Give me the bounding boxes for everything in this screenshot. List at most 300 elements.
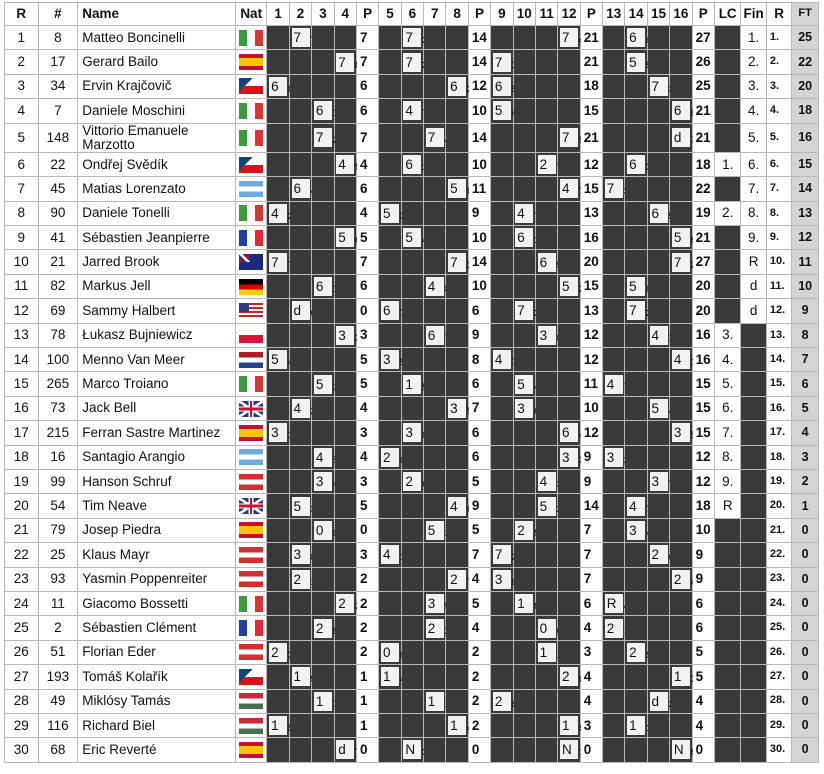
race-result: 3: [672, 423, 690, 442]
flag-icon: [239, 103, 263, 119]
column-header: 9: [491, 3, 513, 26]
column-header: R: [766, 3, 791, 26]
race-cell: [446, 665, 468, 689]
result-rank-cell: 3.: [766, 74, 791, 98]
race-cell: [491, 26, 513, 50]
lc-cell: 9.: [714, 469, 740, 493]
nation-cell: [235, 201, 267, 225]
result-rank-cell: 30.: [766, 738, 791, 762]
race-cell: [558, 348, 580, 372]
race-cell: [625, 567, 647, 591]
race-cell: [334, 567, 356, 591]
points-cell: 7: [580, 567, 602, 591]
race-cell: [334, 152, 356, 176]
table-row: [5, 74, 819, 98]
race-cell: [535, 689, 557, 713]
race-cell: [558, 99, 580, 123]
nation-cell: [235, 543, 267, 567]
points-cell: 6: [692, 616, 714, 640]
points-cell: 10: [468, 152, 490, 176]
lc-cell: R: [714, 494, 740, 518]
race-cell: [558, 201, 580, 225]
race-cell: [312, 177, 334, 201]
points-cell: 11: [580, 372, 602, 396]
race-cell: [535, 201, 557, 225]
flag-icon: [239, 401, 263, 417]
race-cell: [379, 226, 401, 250]
race-cell: [289, 50, 311, 74]
name-cell: Richard Biel: [78, 713, 236, 737]
race-result: 1: [292, 667, 310, 686]
lc-cell: [714, 567, 740, 591]
race-cell: [625, 738, 647, 762]
nation-cell: [235, 299, 267, 323]
race-result: d: [336, 740, 354, 759]
race-result: 1: [515, 594, 533, 613]
race-cell: [289, 274, 311, 298]
race-cell: [647, 494, 669, 518]
points-cell: 16: [692, 323, 714, 347]
race-result: d: [292, 301, 310, 320]
points-cell: 15: [692, 396, 714, 420]
race-cell: [603, 123, 625, 152]
race-cell: [289, 372, 311, 396]
table-row: [5, 567, 819, 591]
name-cell: Marco Troiano: [78, 372, 236, 396]
ft-points-cell: 7: [792, 348, 819, 372]
nation-cell: [235, 123, 267, 152]
race-cell: [491, 616, 513, 640]
race-cell: [491, 201, 513, 225]
race-cell: [379, 274, 401, 298]
race-cell: [603, 74, 625, 98]
number-cell: 49: [38, 689, 78, 713]
points-cell: 0: [468, 738, 490, 762]
race-cell: [379, 396, 401, 420]
rank-cell: 19: [5, 469, 39, 493]
race-cell: [446, 274, 468, 298]
race-cell: [267, 152, 289, 176]
race-cell: [379, 250, 401, 274]
race-cell: [491, 567, 513, 591]
race-result: 7: [515, 301, 533, 320]
table-row: [5, 396, 819, 420]
race-cell: [491, 226, 513, 250]
race-cell: [491, 152, 513, 176]
rank-cell: 27: [5, 665, 39, 689]
race-cell: [446, 152, 468, 176]
race-cell: [558, 469, 580, 493]
race-cell: [334, 123, 356, 152]
column-header: 11: [535, 3, 557, 26]
race-cell: [267, 421, 289, 445]
race-result: 5: [493, 101, 511, 120]
race-cell: [603, 201, 625, 225]
race-cell: [647, 226, 669, 250]
final-cell: [741, 689, 766, 713]
race-cell: [424, 250, 446, 274]
points-cell: 2: [356, 567, 378, 591]
race-result: 6: [627, 155, 645, 174]
race-cell: [558, 543, 580, 567]
final-cell: [741, 421, 766, 445]
race-result: 7: [605, 179, 623, 198]
nation-cell: [235, 494, 267, 518]
race-cell: [424, 348, 446, 372]
race-cell: [379, 689, 401, 713]
race-cell: [513, 445, 535, 469]
column-header: 14: [625, 3, 647, 26]
race-cell: [289, 640, 311, 664]
race-cell: [424, 50, 446, 74]
race-cell: [334, 494, 356, 518]
points-cell: 7: [356, 26, 378, 50]
ft-points-cell: 0: [792, 713, 819, 737]
race-cell: [334, 226, 356, 250]
rank-cell: 22: [5, 543, 39, 567]
race-cell: [424, 226, 446, 250]
race-result: 6: [560, 423, 578, 442]
race-cell: [603, 152, 625, 176]
points-cell: 9: [692, 543, 714, 567]
race-cell: [289, 518, 311, 542]
race-cell: [491, 250, 513, 274]
race-cell: [670, 177, 692, 201]
lc-cell: [714, 26, 740, 50]
race-cell: [535, 518, 557, 542]
race-result: d: [650, 692, 668, 711]
number-cell: 93: [38, 567, 78, 591]
column-header: 4: [334, 3, 356, 26]
race-result: 5: [403, 228, 421, 247]
race-cell: [513, 26, 535, 50]
race-cell: [603, 665, 625, 689]
column-header: FT: [792, 3, 819, 26]
race-cell: [424, 543, 446, 567]
race-cell: [289, 152, 311, 176]
race-cell: [267, 616, 289, 640]
points-cell: 4: [580, 616, 602, 640]
points-cell: 4: [356, 445, 378, 469]
race-cell: [558, 177, 580, 201]
flag-icon: [239, 718, 263, 734]
number-cell: 78: [38, 323, 78, 347]
race-cell: [625, 591, 647, 615]
race-cell: [424, 567, 446, 591]
flag-icon: [239, 596, 263, 612]
lc-cell: [714, 99, 740, 123]
points-cell: 5: [692, 665, 714, 689]
ft-points-cell: 25: [792, 26, 819, 50]
race-cell: [670, 323, 692, 347]
race-cell: [446, 299, 468, 323]
race-result: 5: [426, 521, 444, 540]
race-cell: [267, 372, 289, 396]
race-cell: [379, 665, 401, 689]
race-cell: [603, 372, 625, 396]
race-cell: [647, 591, 669, 615]
race-cell: [267, 543, 289, 567]
points-cell: 6: [356, 74, 378, 98]
name-cell: Giacomo Bossetti: [78, 591, 236, 615]
table-row: [5, 26, 819, 50]
race-cell: [312, 567, 334, 591]
rank-cell: 14: [5, 348, 39, 372]
race-cell: [603, 494, 625, 518]
race-cell: [558, 518, 580, 542]
race-cell: [535, 50, 557, 74]
result-rank-cell: 25.: [766, 616, 791, 640]
ft-points-cell: 5: [792, 396, 819, 420]
race-cell: [513, 348, 535, 372]
nation-cell: [235, 226, 267, 250]
race-result: 1: [314, 692, 332, 711]
race-cell: [558, 421, 580, 445]
points-cell: 11: [468, 177, 490, 201]
column-header: Name: [78, 3, 236, 26]
column-header: Nat: [235, 3, 267, 26]
race-result: 7: [448, 253, 466, 272]
race-cell: [312, 299, 334, 323]
points-cell: 14: [580, 494, 602, 518]
points-cell: 4: [580, 665, 602, 689]
race-cell: [670, 591, 692, 615]
points-cell: 2: [356, 640, 378, 664]
column-header: 2: [289, 3, 311, 26]
race-result: 1: [538, 643, 556, 662]
points-cell: 0: [356, 518, 378, 542]
race-cell: [625, 543, 647, 567]
table-row: [5, 123, 819, 152]
race-cell: [379, 469, 401, 493]
result-rank-cell: 7.: [766, 177, 791, 201]
race-cell: [267, 469, 289, 493]
race-result: 6: [314, 277, 332, 296]
race-result: 3: [605, 448, 623, 467]
number-cell: 8: [38, 26, 78, 50]
race-cell: [267, 591, 289, 615]
final-cell: 2.: [741, 50, 766, 74]
table-row: [5, 616, 819, 640]
race-cell: [670, 50, 692, 74]
race-result: 5: [381, 204, 399, 223]
ft-points-cell: 9: [792, 299, 819, 323]
number-cell: 100: [38, 348, 78, 372]
race-cell: [491, 713, 513, 737]
race-cell: [312, 543, 334, 567]
race-cell: [312, 591, 334, 615]
race-cell: [289, 226, 311, 250]
race-cell: [491, 323, 513, 347]
race-cell: [558, 591, 580, 615]
race-cell: [647, 713, 669, 737]
race-cell: [647, 50, 669, 74]
race-cell: [603, 26, 625, 50]
race-result: 2: [560, 667, 578, 686]
race-cell: [535, 250, 557, 274]
race-cell: [491, 421, 513, 445]
race-cell: [424, 299, 446, 323]
race-cell: [401, 99, 423, 123]
race-cell: [446, 177, 468, 201]
race-cell: [312, 518, 334, 542]
number-cell: 69: [38, 299, 78, 323]
result-rank-cell: 16.: [766, 396, 791, 420]
result-rank-cell: 20.: [766, 494, 791, 518]
result-rank-cell: 24.: [766, 591, 791, 615]
race-cell: [334, 616, 356, 640]
race-cell: [647, 567, 669, 591]
number-cell: 193: [38, 665, 78, 689]
nation-cell: [235, 372, 267, 396]
race-cell: [401, 152, 423, 176]
race-result: 5: [448, 179, 466, 198]
race-cell: [424, 640, 446, 664]
race-cell: [446, 323, 468, 347]
race-cell: [379, 494, 401, 518]
final-cell: [741, 396, 766, 420]
race-cell: [334, 348, 356, 372]
race-result: 2: [448, 570, 466, 589]
lc-cell: [714, 518, 740, 542]
points-cell: 21: [580, 50, 602, 74]
race-cell: [535, 591, 557, 615]
race-cell: [379, 445, 401, 469]
race-cell: [647, 99, 669, 123]
column-header: LC: [714, 3, 740, 26]
race-cell: [334, 26, 356, 50]
race-cell: [289, 26, 311, 50]
race-cell: [603, 640, 625, 664]
race-cell: [535, 713, 557, 737]
points-cell: 13: [580, 201, 602, 225]
race-cell: [670, 567, 692, 591]
race-result: 4: [493, 350, 511, 369]
final-cell: [741, 494, 766, 518]
race-cell: [647, 201, 669, 225]
name-cell: Sammy Halbert: [78, 299, 236, 323]
race-cell: [558, 567, 580, 591]
race-result: 2: [292, 570, 310, 589]
race-cell: [379, 591, 401, 615]
race-result: 2: [426, 619, 444, 638]
points-cell: 10: [692, 518, 714, 542]
race-cell: [535, 274, 557, 298]
race-result: 2: [269, 643, 287, 662]
flag-icon: [239, 522, 263, 538]
race-cell: [312, 713, 334, 737]
race-cell: [513, 567, 535, 591]
race-cell: [647, 665, 669, 689]
lc-cell: [714, 50, 740, 74]
race-cell: [647, 640, 669, 664]
race-cell: [424, 274, 446, 298]
race-cell: [513, 713, 535, 737]
points-cell: 12: [468, 74, 490, 98]
race-result: 3: [560, 448, 578, 467]
race-result: 3: [403, 423, 421, 442]
race-cell: [535, 469, 557, 493]
race-cell: [289, 689, 311, 713]
points-cell: 8: [468, 348, 490, 372]
nation-cell: [235, 616, 267, 640]
race-cell: [446, 348, 468, 372]
race-cell: [558, 123, 580, 152]
race-cell: [424, 445, 446, 469]
race-cell: [267, 348, 289, 372]
race-cell: [379, 738, 401, 762]
race-result: 4: [650, 326, 668, 345]
race-cell: [267, 177, 289, 201]
race-cell: [446, 74, 468, 98]
race-cell: [491, 396, 513, 420]
race-cell: [312, 445, 334, 469]
race-cell: [670, 665, 692, 689]
race-cell: [535, 396, 557, 420]
race-cell: [334, 421, 356, 445]
points-cell: 18: [580, 74, 602, 98]
race-cell: [379, 518, 401, 542]
race-cell: [603, 348, 625, 372]
race-cell: [625, 469, 647, 493]
ft-points-cell: 20: [792, 74, 819, 98]
rank-cell: 26: [5, 640, 39, 664]
points-cell: 3: [356, 543, 378, 567]
ft-points-cell: 11: [792, 250, 819, 274]
race-cell: [603, 518, 625, 542]
race-cell: [289, 99, 311, 123]
race-cell: [670, 445, 692, 469]
final-cell: [741, 323, 766, 347]
race-result: 2: [672, 570, 690, 589]
race-cell: [625, 26, 647, 50]
rank-cell: 17: [5, 421, 39, 445]
race-cell: [491, 177, 513, 201]
race-cell: [401, 323, 423, 347]
race-cell: [312, 26, 334, 50]
race-result: 7: [672, 253, 690, 272]
points-cell: 12: [580, 348, 602, 372]
final-cell: [741, 567, 766, 591]
race-cell: [289, 348, 311, 372]
result-rank-cell: 27.: [766, 665, 791, 689]
race-cell: [647, 323, 669, 347]
nation-cell: [235, 469, 267, 493]
rank-cell: 12: [5, 299, 39, 323]
race-result: 6: [493, 77, 511, 96]
race-cell: [625, 123, 647, 152]
race-cell: [670, 26, 692, 50]
column-header: 6: [401, 3, 423, 26]
race-result: 5: [627, 53, 645, 72]
race-result: 1: [403, 375, 421, 394]
race-cell: [446, 567, 468, 591]
column-header: 8: [446, 3, 468, 26]
race-result: 6: [381, 301, 399, 320]
points-cell: 6: [468, 299, 490, 323]
race-cell: [491, 543, 513, 567]
race-cell: [535, 616, 557, 640]
number-cell: 90: [38, 201, 78, 225]
points-cell: 4: [468, 616, 490, 640]
race-result: 1: [672, 667, 690, 686]
race-cell: [289, 250, 311, 274]
race-cell: [513, 152, 535, 176]
race-cell: [647, 518, 669, 542]
race-cell: [535, 99, 557, 123]
table-row: [5, 665, 819, 689]
race-result: 7: [560, 28, 578, 47]
